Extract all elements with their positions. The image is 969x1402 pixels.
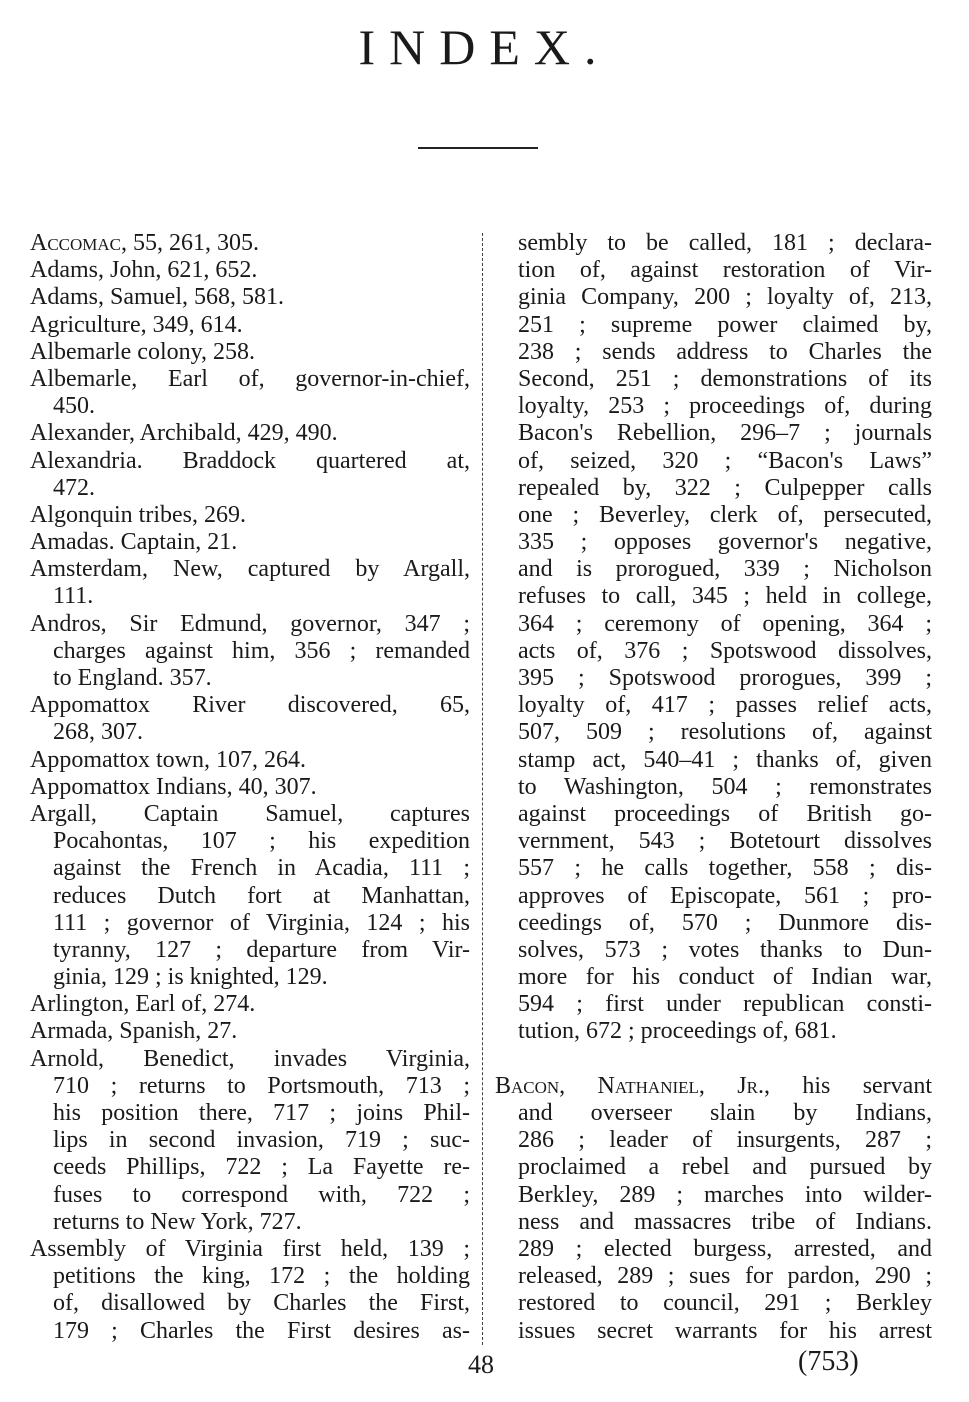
- index-entry: [30, 448, 470, 502]
- index-entry-heading-line: Amsterdam, New, captured by Argall,: [30, 556, 470, 583]
- index-entry-heading-line: Assembly of Virginia first held, 139 ;: [30, 1235, 470, 1262]
- title-rule: [418, 147, 538, 149]
- index-entry-line: solves, 573 ; votes thanks to Dun-: [518, 936, 932, 963]
- index-entry-line: released, 289 ; sues for pardon, 290 ;: [518, 1263, 932, 1290]
- index-entry-line: tion of, against restoration of Vir-: [518, 257, 932, 284]
- index-entry-line: 594 ; first under republican consti-: [518, 991, 932, 1018]
- index-entry-line: vernment, 543 ; Botetourt dissolves: [518, 828, 932, 855]
- index-entry-heading-line: Appomattox River discovered, 65,: [30, 692, 470, 719]
- index-entry-line: loyalty of, 417 ; passes relief acts,: [518, 692, 932, 719]
- index-entry: [30, 774, 470, 801]
- index-entry-heading-line: Armada, Spanish, 27.: [30, 1018, 238, 1045]
- index-entry-heading-line: Alexandria. Braddock quartered at,: [30, 447, 470, 474]
- index-entry: [30, 312, 470, 339]
- index-entry-line: 507, 509 ; resolutions of, against: [518, 719, 932, 746]
- index-entry: [30, 692, 470, 746]
- index-entry: [30, 420, 470, 447]
- index-entry-line: ceedings of, 570 ; Dunmore dis-: [518, 909, 932, 936]
- index-entry-line: approves of Episcopate, 561 ; pro-: [518, 882, 932, 909]
- index-entry-line: returns to New York, 727.: [53, 1208, 302, 1235]
- index-entry: [495, 230, 932, 1046]
- index-entry: [30, 366, 470, 420]
- index-entry-heading-line: Arlington, Earl of, 274.: [30, 991, 256, 1018]
- index-entry-heading-line: Adams, Samuel, 568, 581.: [30, 284, 284, 311]
- index-entry-line: 286 ; leader of insurgents, 287 ;: [518, 1127, 932, 1154]
- index-entry-line: petitions the king, 172 ; the holding: [53, 1263, 470, 1290]
- index-entry-line: refuses to call, 345 ; held in college,: [518, 583, 932, 610]
- index-entry-heading-line: Andros, Sir Edmund, governor, 347 ;: [30, 610, 470, 637]
- index-entry-line: one ; Beverley, clerk of, persecuted,: [518, 501, 932, 528]
- index-entry-line: issues secret warrants for his arrest: [518, 1317, 932, 1344]
- index-entry-line: 179 ; Charles the First desires as-: [53, 1317, 470, 1344]
- index-entry-line: 450.: [53, 393, 95, 420]
- index-entry-line: 111.: [53, 583, 94, 610]
- index-entry-heading-line: Amadas. Captain, 21.: [30, 529, 238, 556]
- index-entry: [30, 339, 470, 366]
- index-entry-line: and overseer slain by Indians,: [518, 1100, 932, 1126]
- page-number: (753): [798, 1346, 859, 1377]
- index-entry-line: ness and massacres tribe of Indians.: [518, 1208, 932, 1235]
- index-entry: [30, 801, 470, 991]
- index-entry-line: loyalty, 253 ; proceedings of, during: [518, 393, 932, 420]
- index-entry-line: tution, 672 ; proceedings of, 681.: [518, 1018, 837, 1045]
- index-entry-line: ginia Company, 200 ; loyalty of, 213,: [518, 284, 932, 311]
- index-entry-line: his position there, 717 ; joins Phil-: [53, 1100, 470, 1126]
- index-entry-line: 710 ; returns to Portsmouth, 713 ;: [53, 1072, 470, 1099]
- index-column-right: [495, 230, 932, 1345]
- index-entry: [30, 230, 470, 257]
- index-entry-line: 395 ; Spotswood prorogues, 399 ;: [518, 665, 932, 691]
- index-entry-heading-line: Accomac, 55, 261, 305.: [30, 230, 260, 256]
- index-entry-line: restored to council, 291 ; Berkley: [518, 1290, 932, 1317]
- index-entry-heading-line: Arnold, Benedict, invades Virginia,: [30, 1045, 470, 1072]
- index-entry-heading-line: Appomattox Indians, 40, 307.: [30, 773, 317, 800]
- index-entry-heading-line: Adams, John, 621, 652.: [30, 257, 258, 284]
- index-entry-line: 335 ; opposes governor's negative,: [518, 529, 932, 556]
- index-entry-heading-line: Algonquin tribes, 269.: [30, 501, 246, 528]
- index-entry-heading-line: Argall, Captain Samuel, captures: [30, 800, 470, 827]
- index-entry-line: 289 ; elected burgess, arrested, and: [518, 1235, 932, 1262]
- index-entry-line: against the French in Acadia, 111 ;: [53, 855, 470, 882]
- index-entry: [30, 747, 470, 774]
- index-entry-heading-line: Bacon, Nathaniel, Jr., his servant: [495, 1072, 932, 1099]
- signature-mark: 48: [468, 1350, 494, 1379]
- index-entry-line: and is prorogued, 339 ; Nicholson: [518, 556, 932, 583]
- index-entry-heading-line: Albemarle, Earl of, governor-in-chief,: [30, 365, 470, 392]
- index-entry-line: ginia, 129 ; is knighted, 129.: [53, 964, 328, 991]
- index-entry-line: to Washington, 504 ; remonstrates: [518, 773, 932, 800]
- index-entry-line: 472.: [53, 474, 95, 501]
- index-entry-line: of, disallowed by Charles the First,: [53, 1290, 470, 1317]
- index-entry: [495, 1073, 932, 1345]
- index-heading-term: Accomac: [30, 230, 122, 256]
- index-entry: [30, 1046, 470, 1236]
- index-entry-heading-line: Albemarle colony, 258.: [30, 338, 256, 365]
- index-entry: [30, 529, 470, 556]
- column-divider: [482, 233, 483, 1345]
- index-entry-line: ceeds Phillips, 722 ; La Fayette re-: [53, 1154, 470, 1181]
- index-entry-line: stamp act, 540–41 ; thanks of, given: [518, 746, 932, 773]
- index-entry: [30, 556, 470, 610]
- index-entry-line: 364 ; ceremony of opening, 364 ;: [518, 610, 932, 637]
- index-entry-line: charges against him, 356 ; remanded: [53, 637, 470, 664]
- index-entry-line: 557 ; he calls together, 558 ; dis-: [518, 855, 932, 882]
- index-entry: [30, 502, 470, 529]
- index-entry-line: reduces Dutch fort at Manhattan,: [53, 882, 470, 909]
- index-entry-line: Berkley, 289 ; marches into wilder-: [518, 1181, 932, 1208]
- index-entry-line: Bacon's Rebellion, 296–7 ; journals: [518, 420, 932, 447]
- index-entry: [30, 284, 470, 311]
- index-entry-line: proclaimed a rebel and pursued by: [518, 1154, 932, 1181]
- index-entry-line: Second, 251 ; demonstrations of its: [518, 365, 932, 392]
- index-entry-line: fuses to correspond with, 722 ;: [53, 1181, 470, 1208]
- index-entry: [30, 1236, 470, 1345]
- index-column-left: [30, 230, 470, 1345]
- index-entry: [30, 257, 470, 284]
- index-entry-line: 238 ; sends address to Charles the: [518, 338, 932, 365]
- index-entry-line: of, seized, 320 ; “Bacon's Laws”: [518, 447, 932, 474]
- index-entry-line: lips in second invasion, 719 ; suc-: [53, 1127, 470, 1154]
- index-entry: [30, 991, 470, 1018]
- index-entry-line: Pocahontas, 107 ; his expedition: [53, 828, 470, 855]
- index-entry-heading-line: Alexander, Archibald, 429, 490.: [30, 420, 338, 447]
- index-entry-line: repealed by, 322 ; Culpepper calls: [518, 474, 932, 501]
- index-entry-heading-line: Appomattox town, 107, 264.: [30, 746, 306, 773]
- index-entry: [30, 611, 470, 693]
- index-entry-line: acts of, 376 ; Spotswood dissolves,: [518, 637, 932, 664]
- index-entry-line: 111 ; governor of Virginia, 124 ; his: [53, 909, 470, 936]
- index-heading-term: Bacon, Nathaniel, Jr.: [495, 1072, 764, 1099]
- index-entry-heading-line: sembly to be called, 181 ; declara-: [518, 230, 932, 256]
- index-entry-line: more for his conduct of Indian war,: [518, 964, 932, 991]
- index-entry-heading-line: Agriculture, 349, 614.: [30, 311, 243, 338]
- page-title: INDEX.: [358, 19, 611, 75]
- index-entry: [30, 1018, 470, 1045]
- index-entry-line: 251 ; supreme power claimed by,: [518, 311, 932, 338]
- index-entry-line: tyranny, 127 ; departure from Vir-: [53, 936, 470, 963]
- index-entry-line: 268, 307.: [53, 719, 143, 746]
- index-entry-line: against proceedings of British go-: [518, 800, 932, 827]
- index-entry-line: to England. 357.: [53, 665, 212, 691]
